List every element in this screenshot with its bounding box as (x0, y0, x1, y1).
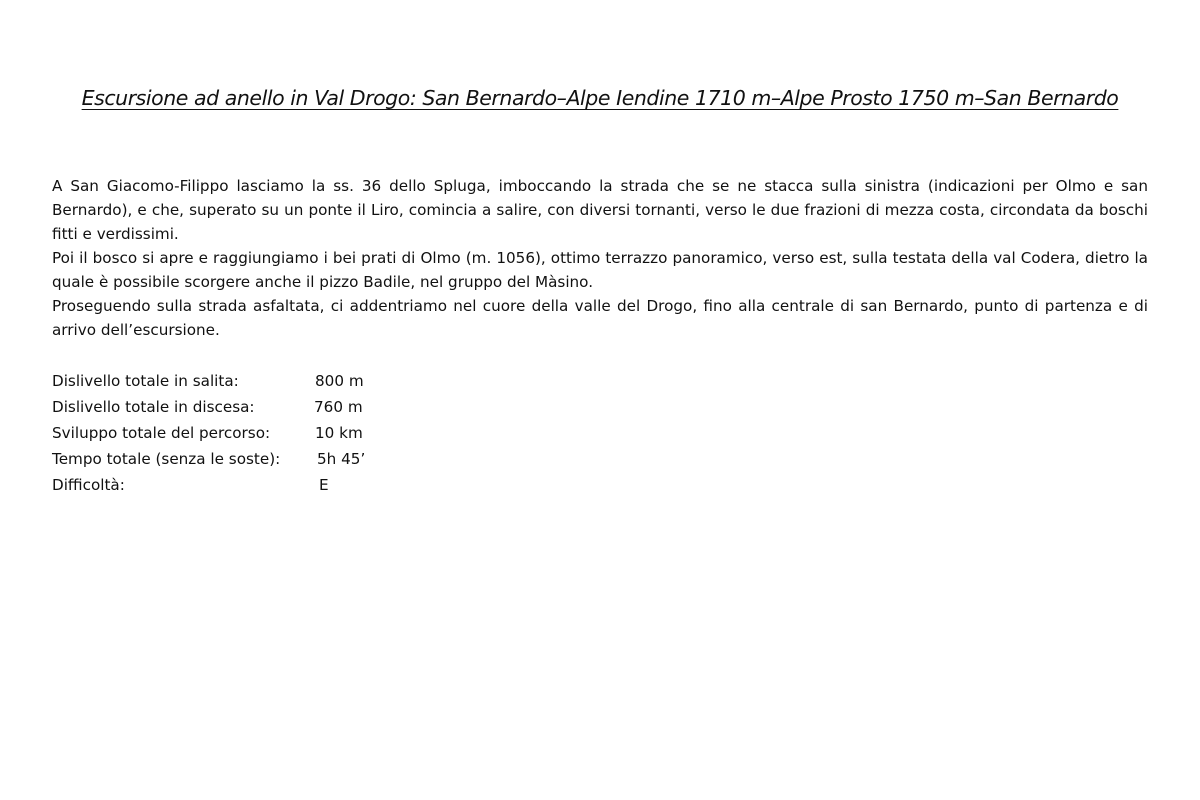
description-body (52, 174, 1148, 342)
paragraph-olmo: Poi il bosco si apre e raggiungiamo i bei prati di Olmo (m. 1056), ottimo terrazzo panoramico, verso est, sulla testata della val Codera, dietro la quale è possibile scorgere anche il pizzo Badile, nel gruppo del Màsino. (52, 249, 1148, 291)
stat-value: 760 m (314, 398, 363, 416)
stat-label: Difficoltà: (52, 476, 125, 494)
stat-row-time (52, 446, 552, 472)
stat-row-ascent (52, 368, 552, 394)
stat-value: 10 km (315, 424, 363, 442)
stat-row-descent (52, 394, 552, 420)
document-page (52, 0, 1148, 800)
document-title: Escursione ad anello in Val Drogo: San Bernardo–Alpe Iendine 1710 m–Alpe Prosto 1750 m–San Bernardo (81, 86, 1119, 110)
stat-row-difficulty (52, 472, 552, 498)
stat-value: 5h 45’ (317, 450, 366, 468)
stat-label: Dislivello totale in discesa: (52, 398, 255, 416)
stat-label: Tempo totale (senza le soste): (52, 450, 281, 468)
stat-label: Sviluppo totale del percorso: (52, 424, 271, 442)
route-stats (52, 368, 552, 498)
stat-value: 800 m (315, 372, 364, 390)
paragraph-san-bernardo: Proseguendo sulla strada asfaltata, ci addentriamo nel cuore della valle del Drogo, fino alla centrale di san Bernardo, punto di partenza e di arrivo dell’escursione. (52, 297, 1148, 339)
stat-label: Dislivello totale in salita: (52, 372, 239, 390)
paragraph-access-road: A San Giacomo-Filippo lasciamo la ss. 36 dello Spluga, imboccando la strada che se ne stacca sulla sinistra (indicazioni per Olmo e san Bernardo), e che, superato su un ponte il Liro, comincia a salire, con diversi tornanti, verso le due frazioni di mezza costa, circondata da boschi fitti e verdissimi. (52, 177, 1148, 243)
stat-value: E (319, 476, 329, 494)
stat-row-distance (52, 420, 552, 446)
